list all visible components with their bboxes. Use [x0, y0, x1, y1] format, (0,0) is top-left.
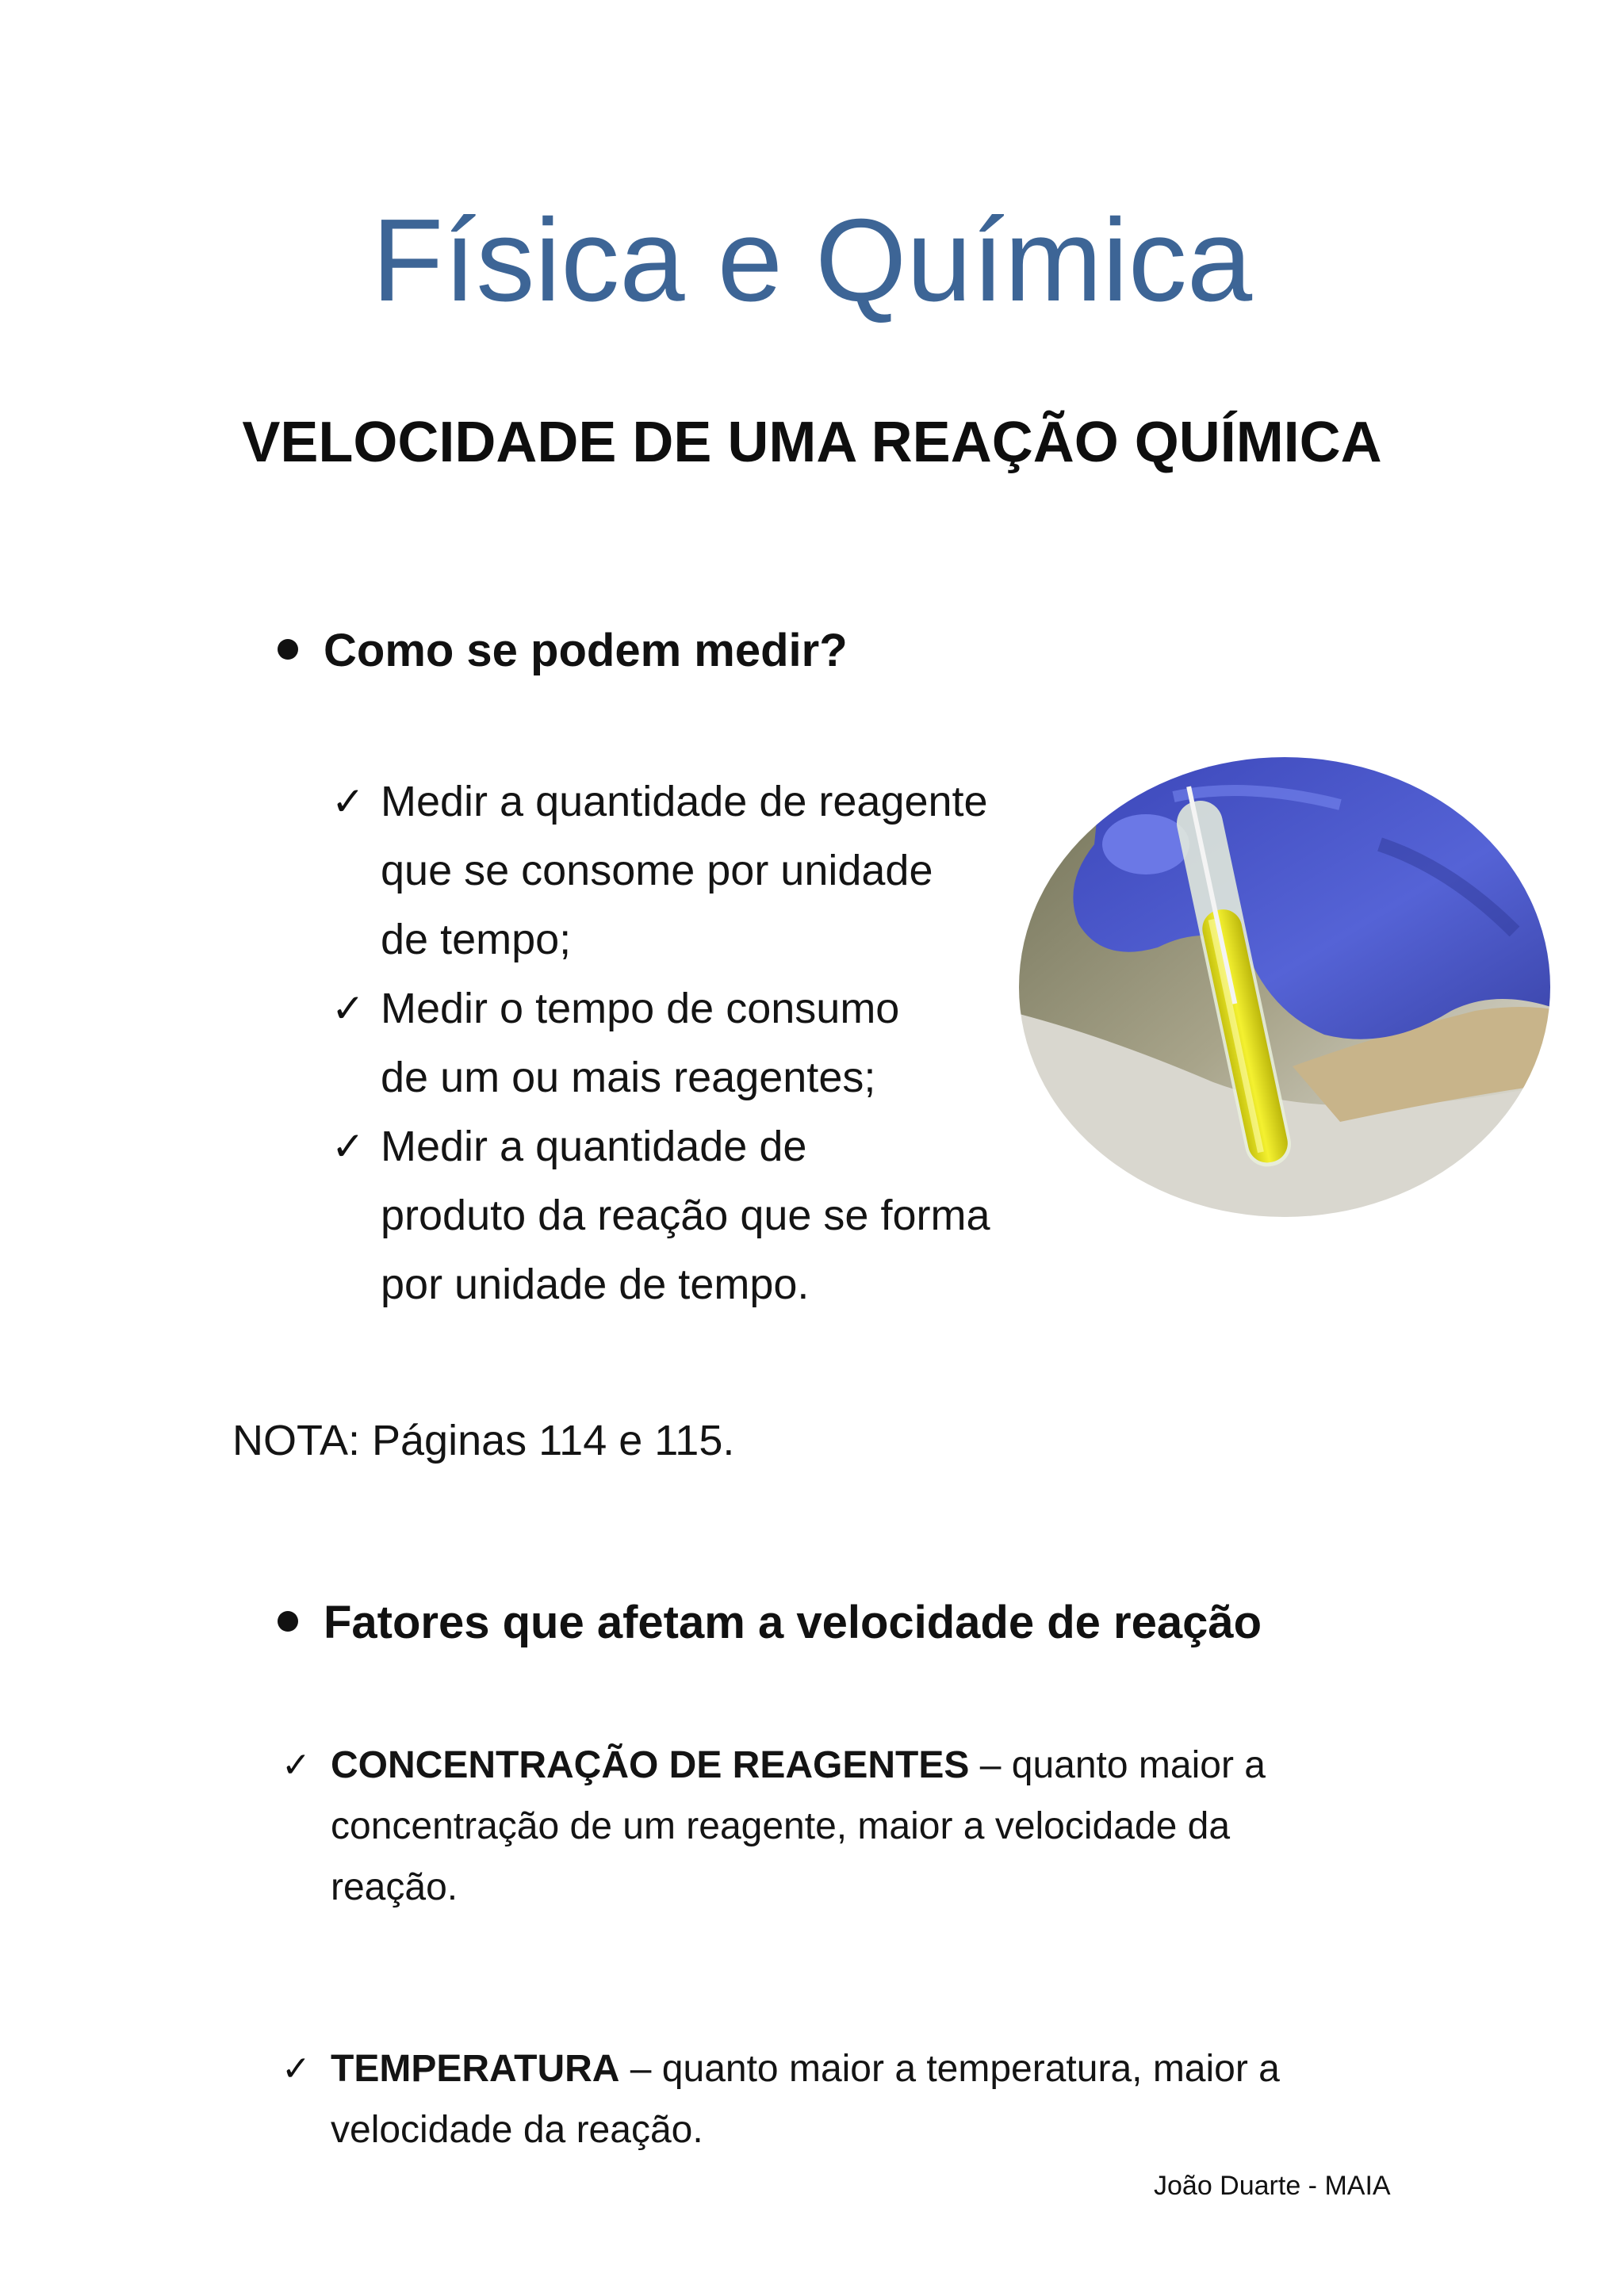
list-item — [331, 974, 990, 1112]
section-heading-text: Como se podem medir? — [324, 625, 848, 676]
list-item-line: concentração de um reagente, maior a velocidade da — [331, 1805, 1231, 1847]
check-mark-icon: ✓ — [282, 2049, 311, 2089]
list-item — [282, 2038, 1392, 2160]
note-text: NOTA: Páginas 114 e 115. — [232, 1417, 735, 1464]
list-item-line: que se consome por unidade — [381, 847, 933, 894]
list-item-line: Medir o tempo de consumo — [381, 985, 900, 1032]
check-mark-icon: ✓ — [331, 779, 365, 825]
factor-term: CONCENTRAÇÃO DE REAGENTES — [331, 1744, 970, 1786]
list-item-line: velocidade da reação. — [331, 2109, 703, 2151]
list-item-line: de tempo; — [381, 916, 572, 963]
list-item-line: por unidade de tempo. — [381, 1261, 810, 1308]
check-mark-icon: ✓ — [331, 1123, 365, 1169]
author-footer: João Duarte - MAIA — [1154, 2171, 1391, 2201]
factor-description: – quanto maior a temperatura, maior a — [619, 2048, 1280, 2090]
section-heading-text: Fatores que afetam a velocidade de reação — [324, 1597, 1262, 1648]
list-item-line: Medir a quantidade de — [381, 1123, 807, 1170]
list-item-line: Medir a quantidade de reagente — [381, 778, 988, 825]
factor-term: TEMPERATURA — [331, 2048, 620, 2090]
section-heading-measure — [278, 625, 848, 676]
check-mark-icon: ✓ — [331, 985, 365, 1031]
factors-checklist — [282, 1735, 1392, 2160]
list-item — [331, 767, 990, 974]
spacer — [282, 1918, 1392, 2038]
list-item-line: produto da reação que se forma — [381, 1192, 990, 1239]
test-tube-photo — [1007, 749, 1562, 1225]
list-item-line: de um ou mais reagentes; — [381, 1054, 876, 1101]
section-heading-factors — [278, 1597, 1262, 1648]
list-item-line: reação. — [331, 1866, 458, 1908]
list-item-line — [331, 1735, 1392, 1796]
measure-checklist — [331, 767, 990, 1319]
check-mark-icon: ✓ — [282, 1745, 311, 1785]
list-item — [282, 1735, 1392, 1918]
list-item — [331, 1112, 990, 1319]
page-title: Física e Química — [371, 195, 1253, 326]
list-item-line — [331, 2038, 1392, 2099]
page-subtitle: VELOCIDADE DE UMA REAÇÃO QUÍMICA — [242, 411, 1382, 474]
factor-description: – quanto maior a — [969, 1744, 1266, 1786]
bullet-dot-icon — [278, 639, 298, 660]
bullet-dot-icon — [278, 1611, 298, 1632]
